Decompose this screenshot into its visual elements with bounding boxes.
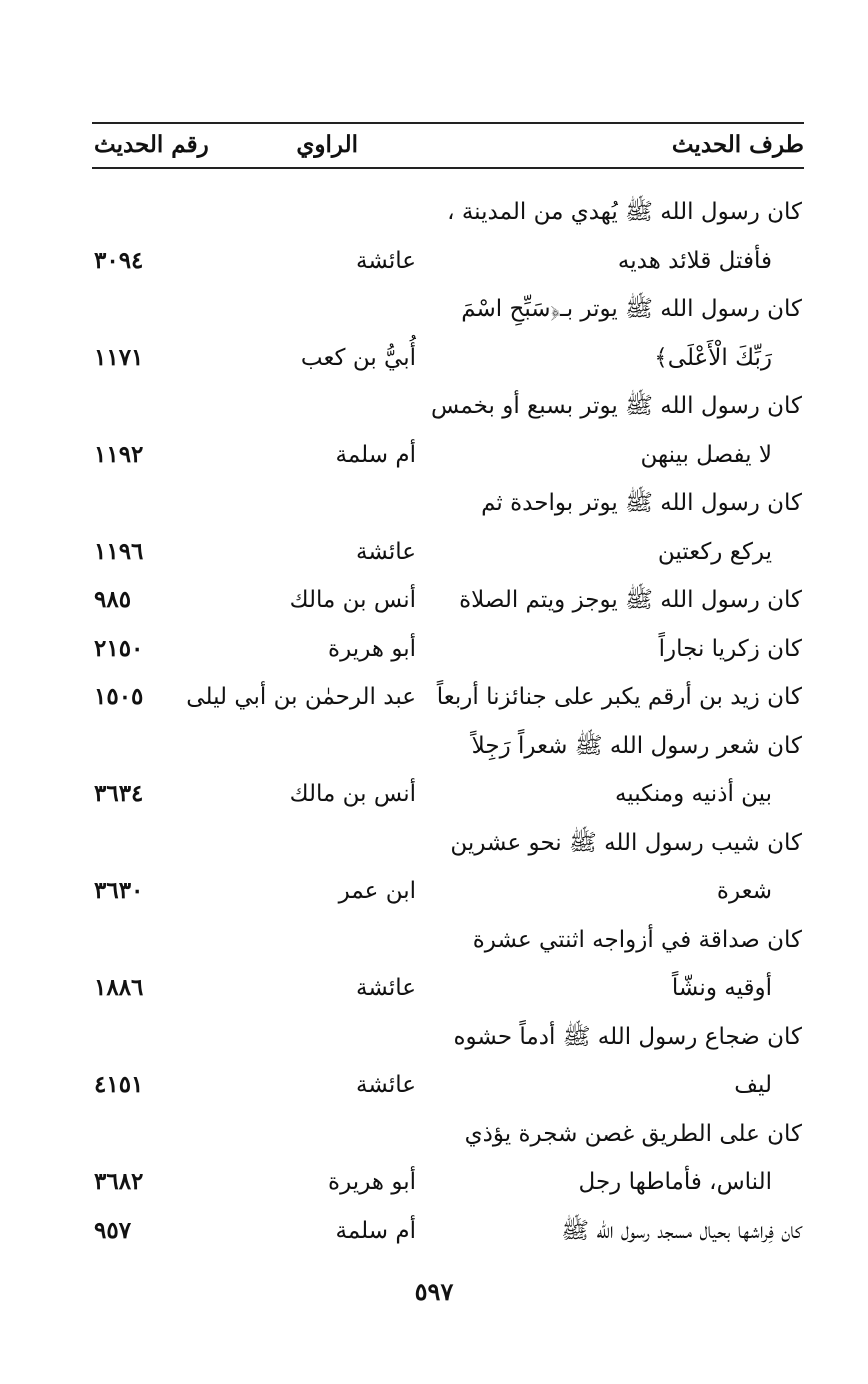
hadith-text: كان ضجاع رسول الله ﷺ أدماً حشوه [453,1024,802,1050]
narrator: أبو هريرة [328,1169,416,1195]
hadith-number: ٣٦٣٤ [94,780,144,807]
index-row [0,870,868,912]
hadith-text: رَبِّكَ الْأَعْلَى﴾ [654,345,772,371]
hadith-number: ٢١٥٠ [94,635,144,662]
index-row [0,1113,868,1155]
hadith-number: ٩٥٧ [94,1217,132,1244]
index-row [0,482,868,524]
hadith-text: كان رسول الله ﷺ يوتر بواحدة ثم [481,490,802,516]
header-rule [92,167,804,169]
narrator: عائشة [356,539,416,565]
hadith-number: ١٨٨٦ [94,974,144,1001]
index-row [0,773,868,815]
index-row [0,628,868,670]
narrator: أم سلمة [335,1218,416,1244]
narrator: عبد الرحمٰن بن أبي ليلى [186,684,416,710]
narrator: عائشة [356,1072,416,1098]
narrator: أُبيُّ بن كعب [300,345,416,371]
narrator: أم سلمة [335,442,416,468]
hadith-text: شعرة [716,878,772,904]
index-row [0,676,868,718]
hadith-text: كان على الطريق غصن شجرة يؤذي [464,1121,802,1147]
hadith-number: ٤١٥١ [94,1071,144,1098]
hadith-text: الناس، فأماطها رجل [578,1169,772,1195]
narrator: أنس بن مالك [289,781,416,807]
hadith-text: فأفتل قلائد هديه [617,248,772,274]
hadith-text: كان زيد بن أرقم يكبر على جنائزنا أربعاً [436,684,802,710]
index-row [0,919,868,961]
index-row [0,434,868,476]
index-row [0,1016,868,1058]
index-row [0,191,868,233]
index-row [0,725,868,767]
hadith-number: ١١٧١ [94,344,144,371]
hadith-text: كان رسول الله ﷺ يوجز ويتم الصلاة [459,587,802,613]
index-row [0,1064,868,1106]
hadith-text: كان رسول الله ﷺ يوتر بـ﴿سَبِّحِ اسْمَ [461,296,802,322]
hadith-text: كان رسول الله ﷺ يُهدي من المدينة ، [447,199,802,225]
hadith-number: ١١٩٦ [94,538,144,565]
index-row [0,1210,868,1252]
index-row [0,967,868,1009]
hadith-text: كان فِراشها بحيال مسجد رسول الله ﷺ [561,1218,802,1244]
page-number: ٥٩٧ [414,1277,454,1306]
hadith-text: كان شعر رسول الله ﷺ شعراً رَجِلاً [471,733,802,759]
top-rule [92,122,804,124]
narrator: ابن عمر [338,878,416,904]
hadith-text: كان صداقة في أزواجه اثنتي عشرة [472,927,802,953]
index-row [0,240,868,282]
hadith-number: ٣٦٣٠ [94,877,144,904]
index-row [0,1161,868,1203]
narrator: أبو هريرة [328,636,416,662]
index-row [0,531,868,573]
hadith-number: ٩٨٥ [94,586,132,613]
index-row [0,579,868,621]
index-row [0,385,868,427]
header-number: رقم الحديث [94,131,209,158]
hadith-number: ٣٦٨٢ [94,1168,144,1195]
hadith-text: لا يفصل بينهن [640,442,772,468]
index-row [0,337,868,379]
hadith-number: ١٥٠٥ [94,683,144,710]
hadith-text: أوقيه ونشّاً [671,975,772,1001]
index-row [0,288,868,330]
hadith-text: كان شيب رسول الله ﷺ نحو عشرين [450,830,802,856]
index-row [0,822,868,864]
hadith-text: بين أذنيه ومنكبيه [614,781,772,807]
header-hadith: طرف الحديث [671,131,804,158]
narrator: عائشة [356,975,416,1001]
hadith-text: كان زكريا نجاراً [658,636,802,662]
narrator: عائشة [356,248,416,274]
hadith-number: ٣٠٩٤ [94,247,144,274]
header-narrator: الراوي [296,131,358,158]
hadith-text: ليف [734,1072,772,1098]
hadith-text: يركع ركعتين [657,539,772,565]
narrator: أنس بن مالك [289,587,416,613]
hadith-number: ١١٩٢ [94,441,144,468]
hadith-text: كان رسول الله ﷺ يوتر بسبع أو بخمس [431,393,802,419]
